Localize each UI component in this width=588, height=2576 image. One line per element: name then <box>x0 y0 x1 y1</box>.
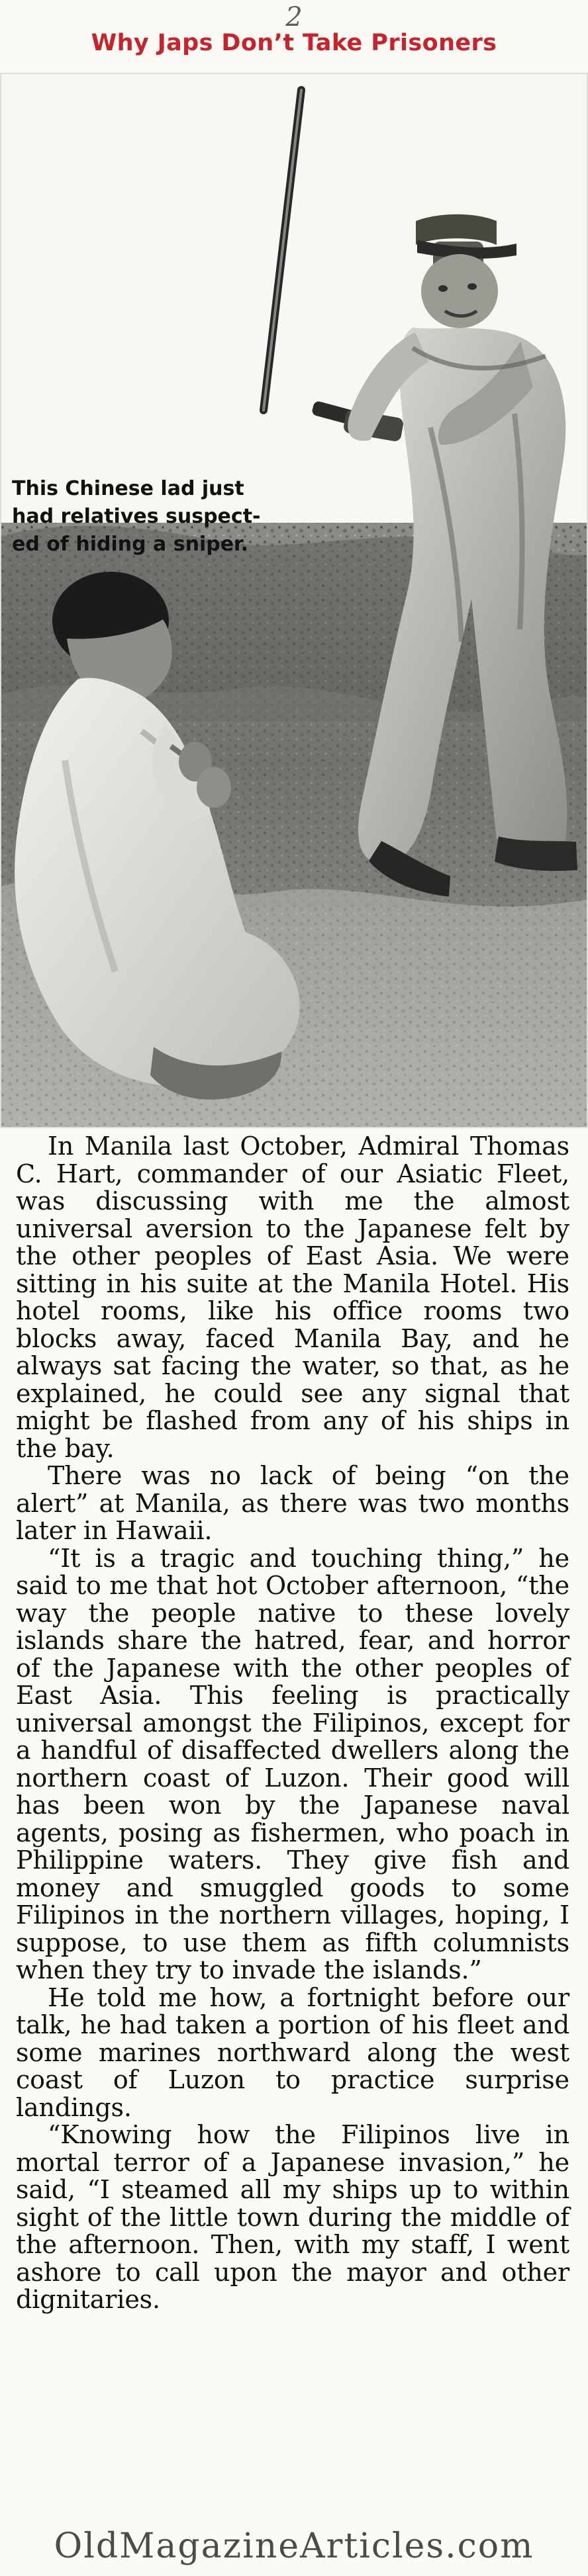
page-number: 2 <box>285 2 303 32</box>
article-paragraph: There was no lack of being “on the alert” at Manila, as there was two months later in Hawaii. <box>16 1461 569 1545</box>
photo-caption: This Chinese lad just had relatives suspect- ed of hiding a sniper. <box>12 477 261 556</box>
article-paragraph: “It is a tragic and touching thing,” he said to me that hot October afternoon, “the way the people native to these lovely islands share the hatred, fear, and horror of the Japanese with the other peoples of East Asia. This feeling is practically universal amongst the Filipinos, except for a handful of disaffected dwellers along the northern coast of Luzon. Their good will has been won by the Japanese naval agents, posing as fishermen, who poach in Philippine waters. They give fish and money and smuggled goods to some Filipinos in the northern villages, hoping, I suppose, to use them as fifth columnists when they try to invade the islands.” <box>16 1543 569 1984</box>
article-paragraph: In Manila last October, Admiral Thomas C. Hart, commander of our Asiatic Fleet, was discussing with me the almost universal aversion to the Japanese felt by the other peoples of East Asia. We were sitting in his suite at the Manila Hotel. His hotel rooms, like his office rooms two blocks away, faced Manila Bay, and he always sat facing the water, so that, as he explained, he could see any signal that might be flashed from any of his ships in the bay. <box>16 1132 569 1463</box>
site-watermark: OldMagazineArticles.com <box>54 2526 534 2566</box>
article-headline: Why Japs Don’t Take Prisoners <box>91 30 497 56</box>
photo-illustration <box>0 73 588 1128</box>
article-paragraph: He told me how, a fortnight before our talk, he had taken a portion of his fleet and some marines northward along the west coast of Luzon to practice surprise landings. <box>16 1982 569 2122</box>
article-photo <box>0 73 588 1128</box>
article-body <box>16 1133 569 2314</box>
article-paragraph: “Knowing how the Filipinos live in mortal terror of a Japanese invasion,” he said, “I steamed all my ships up to within sight of the little town during the middle of the afternoon. Then, with my staff, I went ashore to call upon the mayor and other dignitaries. <box>16 2120 569 2314</box>
